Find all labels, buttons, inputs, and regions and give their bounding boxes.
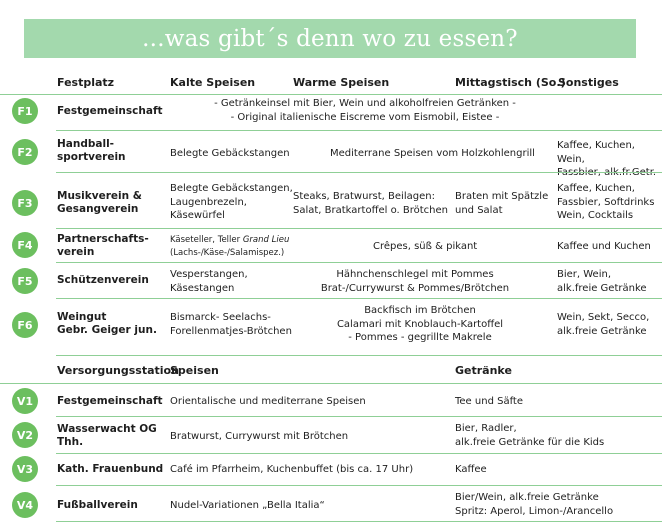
getraenke-cell: Kaffee <box>455 464 487 475</box>
station-name: Handball- sportverein <box>57 138 126 163</box>
speisen-cell: Café im Pfarrheim, Kuchenbuffet (bis ca. 17 Uhr) <box>170 464 414 475</box>
row-divider <box>0 94 662 95</box>
station-badge-f2: F2 <box>12 139 38 165</box>
warme-speisen-cell: Backfisch im Brötchen Calamari mit Knoblauch-Kartoffel - Pommes - gegrillte Makrele <box>336 305 504 343</box>
header-kalte-speisen: Kalte Speisen <box>170 76 256 89</box>
station-name: Kath. Frauenbund <box>57 463 164 475</box>
header-versorgungsstation: Versorgungsstation <box>57 364 179 377</box>
station-badge-f3: F3 <box>12 190 38 216</box>
station-badge-f4: F4 <box>12 232 38 258</box>
row-divider <box>56 130 662 131</box>
row-divider <box>56 172 662 173</box>
row-divider <box>56 453 662 454</box>
row-divider <box>56 485 662 486</box>
header-warme-speisen: Warme Speisen <box>293 76 390 89</box>
station-badge-v1: V1 <box>12 388 38 414</box>
kalte-speisen-italic: Grand Lieu <box>242 235 290 245</box>
header-festplatz: Festplatz <box>57 76 115 89</box>
speisen-cell: Nudel-Variationen „Bella Italia“ <box>170 500 325 511</box>
page-title: ...was gibt´s denn wo zu essen? <box>142 25 518 52</box>
row-divider <box>56 298 662 299</box>
getraenke-cell: Bier/Wein, alk.freie Getränke Spritz: Aperol, Limon-/Arancello <box>455 492 614 517</box>
kalte-speisen-cell: Belegte Gebäckstangen, Laugenbrezeln, Käsewürfel <box>170 183 293 221</box>
kalte-speisen-cell: Vesperstangen, Käsestangen <box>170 269 248 294</box>
getraenke-cell: Bier, Radler, alk.freie Getränke für die Kids <box>455 423 605 448</box>
speisen-cell: Orientalische und mediterrane Speisen <box>170 396 366 407</box>
station-badge-v4: V4 <box>12 492 38 518</box>
station-name: Weingut Gebr. Geiger jun. <box>57 311 157 336</box>
sonstiges-cell: Wein, Sekt, Secco, alk.freie Getränke <box>557 312 650 337</box>
header-speisen: Speisen <box>170 364 219 377</box>
station-name: Schützenverein <box>57 274 149 286</box>
station-badge-v2: V2 <box>12 422 38 448</box>
sonstiges-cell: Kaffee und Kuchen <box>557 241 651 252</box>
station-name: Musikverein & Gesangverein <box>57 190 142 215</box>
header-getraenke: Getränke <box>455 364 512 377</box>
row-divider <box>56 416 662 417</box>
kalte-speisen-note: (Lachs-/Käse-/Salamispez.) <box>170 248 285 258</box>
station-badge-f5: F5 <box>12 268 38 294</box>
warme-speisen-cell: Steaks, Bratwurst, Beilagen: Salat, Bratkartoffel o. Brötchen <box>293 191 448 216</box>
station-offer: - Getränkeinsel mit Bier, Wein und alkoholfreien Getränken - - Original italienische Eiscreme vom Eismobil, Eistee - <box>214 98 516 123</box>
warme-speisen-cell: Hähnchenschlegel mit Pommes Brat-/Currywurst & Pommes/Brötchen <box>320 269 510 294</box>
header-sonstiges: Sonstiges <box>558 76 619 89</box>
station-name: Partnerschafts- verein <box>57 233 149 258</box>
mittagstisch-cell: Braten mit Spätzle und Salat <box>455 191 549 216</box>
sonstiges-cell: Kaffee, Kuchen, Fassbier, Softdrinks Wein, Cocktails <box>557 183 655 221</box>
kalte-speisen-cell: Bismarck- Seelachs- Forellenmatjes-Brötchen <box>170 312 292 337</box>
sonstiges-cell: Kaffee, Kuchen, Wein, <box>557 140 635 165</box>
warme-speisen-cell: Mediterrane Speisen vom Holzkohlengrill <box>330 148 535 159</box>
station-name: Festgemeinschaft <box>57 105 163 117</box>
row-divider <box>0 383 662 384</box>
speisen-cell: Bratwurst, Currywurst mit Brötchen <box>170 431 349 442</box>
sonstiges-cell: Bier, Wein, alk.freie Getränke <box>557 269 647 294</box>
station-name: Festgemeinschaft <box>57 395 163 407</box>
title-banner <box>24 19 636 58</box>
row-divider <box>56 228 662 229</box>
header-mittagstisch: Mittagstisch (So.) <box>455 76 566 89</box>
station-name: Wasserwacht OG Thh. <box>57 423 157 448</box>
kalte-speisen-text: Käseteller, Teller <box>170 235 243 245</box>
station-badge-v3: V3 <box>12 456 38 482</box>
kalte-speisen-cell <box>170 234 289 246</box>
row-divider <box>56 521 662 522</box>
warme-speisen-cell: Crêpes, süß & pikant <box>373 241 478 252</box>
kalte-speisen-cell: Belegte Gebäckstangen <box>170 148 290 159</box>
station-badge-f6: F6 <box>12 312 38 338</box>
station-badge-f1: F1 <box>12 98 38 124</box>
getraenke-cell: Tee und Säfte <box>455 396 523 407</box>
row-divider <box>56 355 662 356</box>
station-name: Fußballverein <box>57 499 138 511</box>
row-divider <box>56 262 662 263</box>
